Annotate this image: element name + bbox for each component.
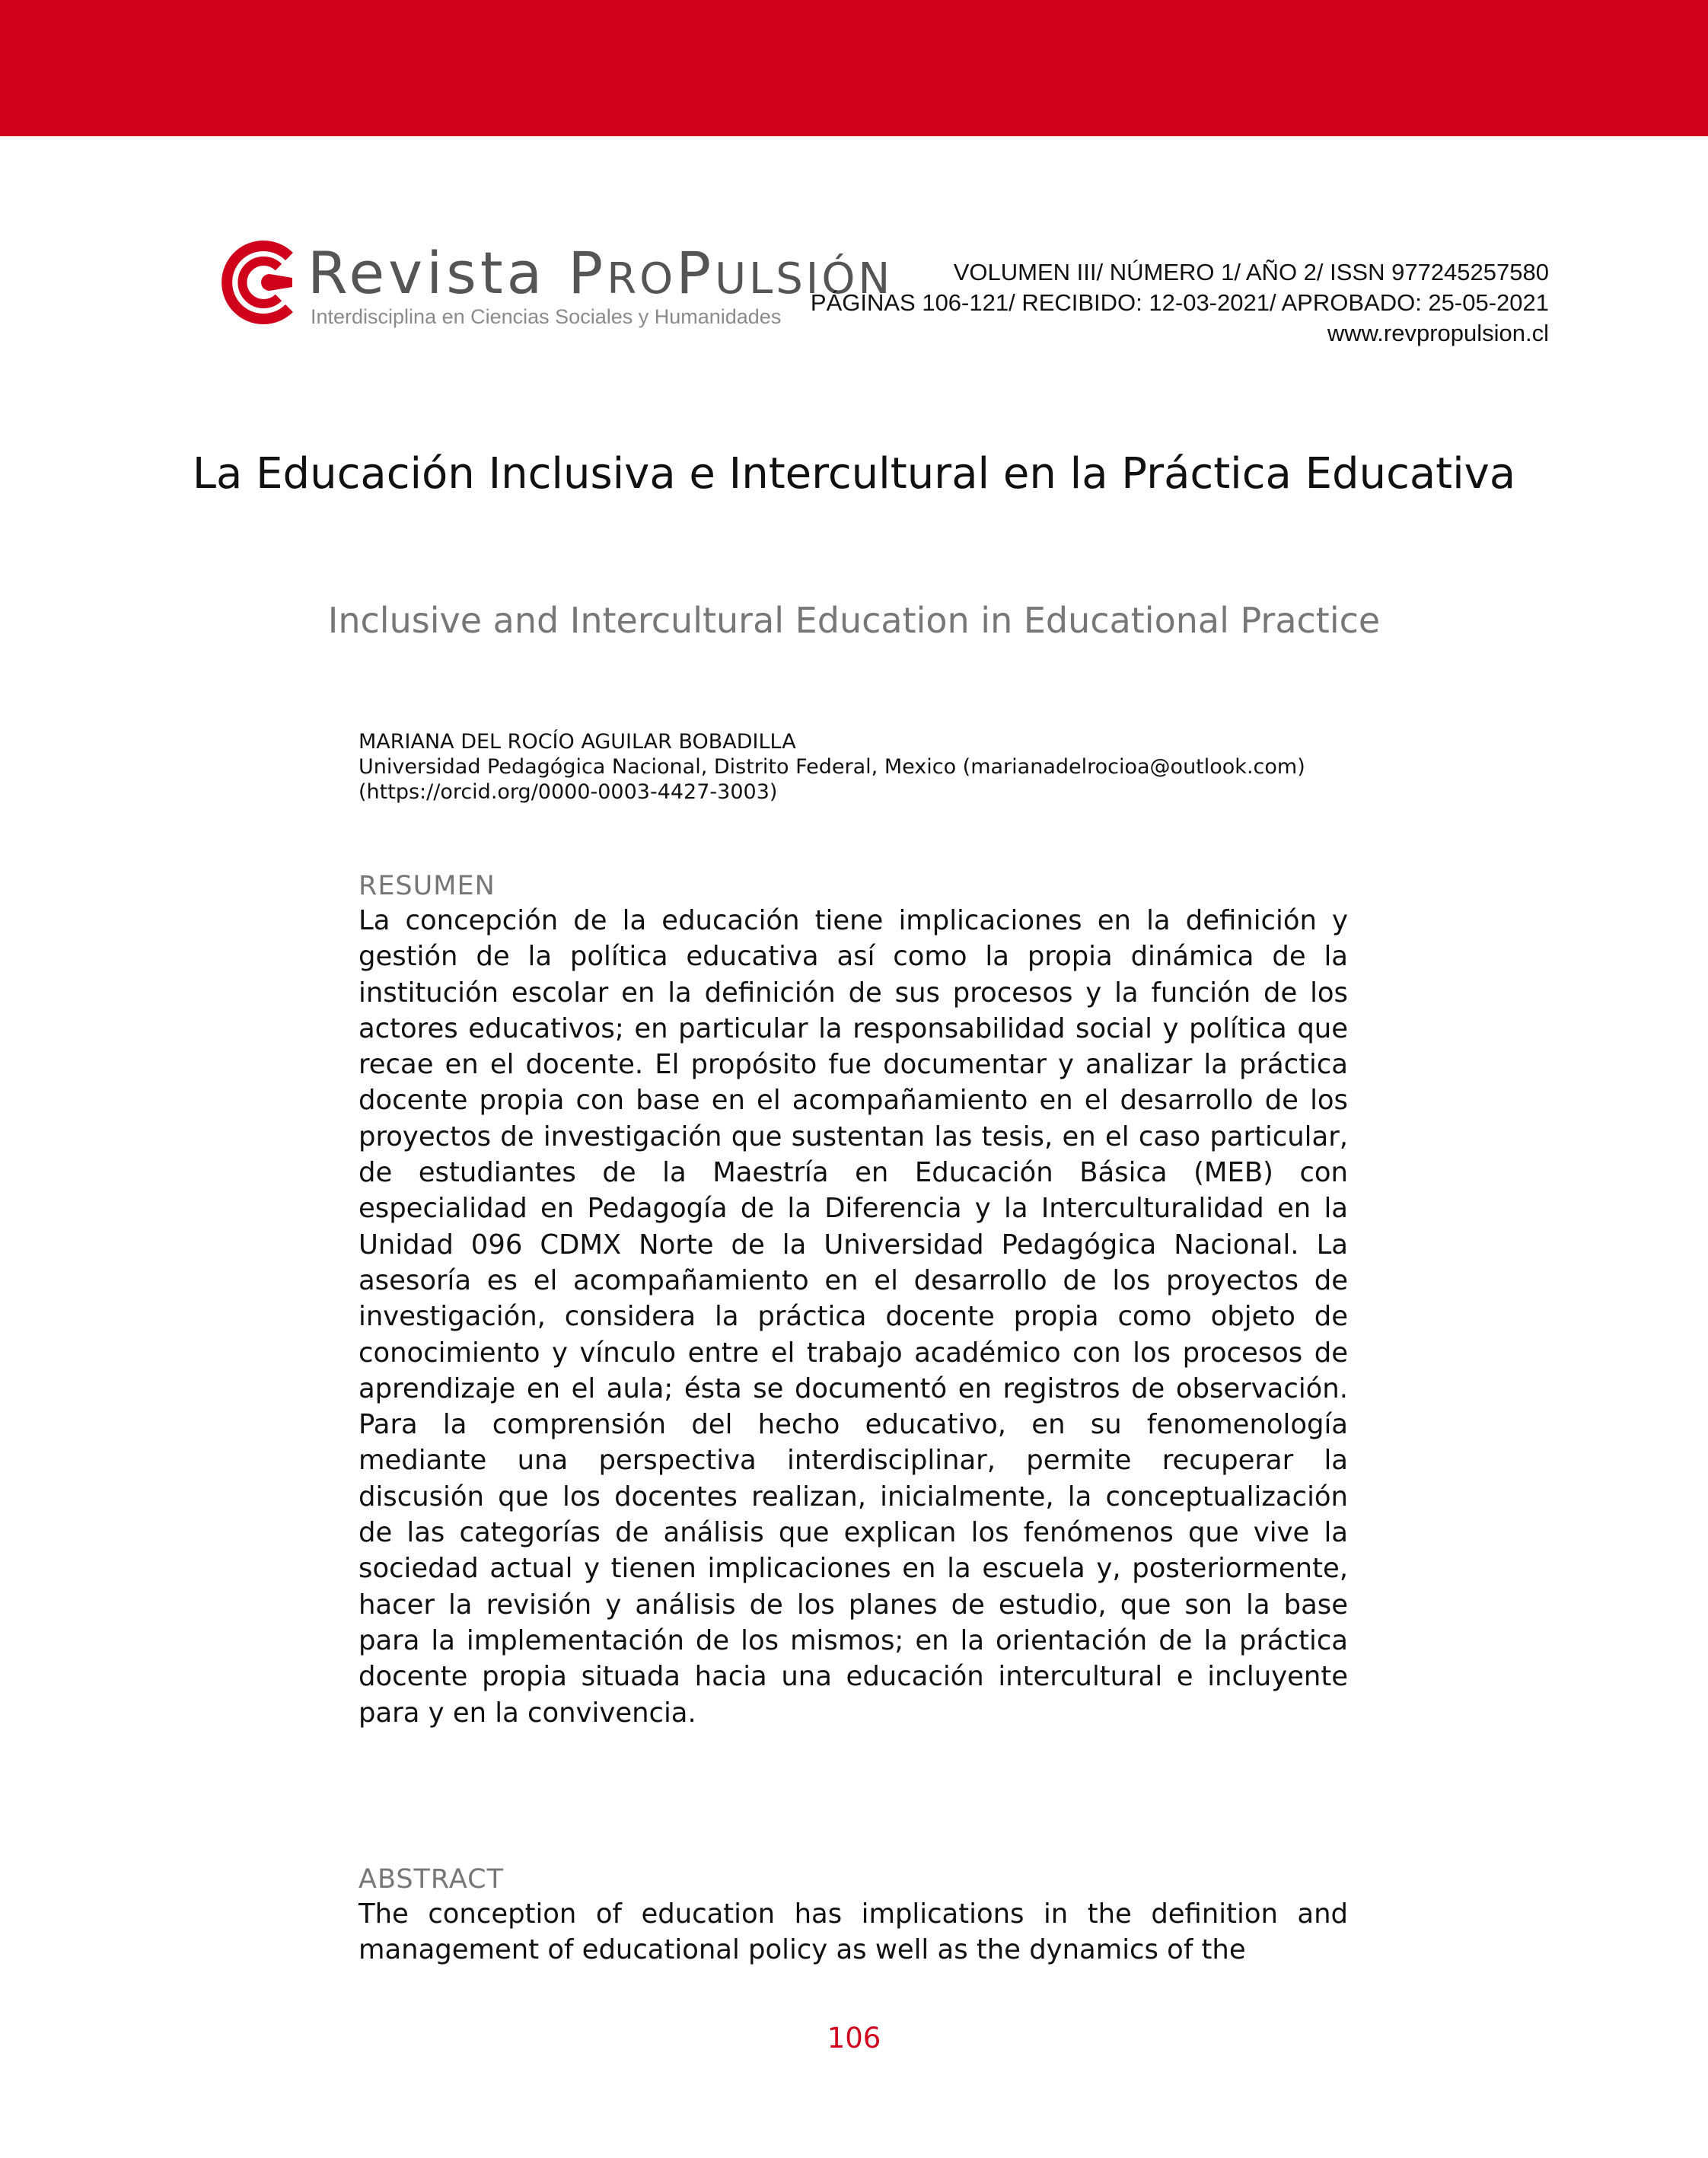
author-orcid[interactable]: (https://orcid.org/0000-0003-4427-3003) [358,780,778,804]
author-name: MARIANA DEL ROCÍO AGUILAR BOBADILLA [358,730,796,754]
journal-logo [216,239,894,339]
author-affiliation: Universidad Pedagógica Nacional, Distrito Federal, Mexico (marianadelrocioa@outlook.com) [358,755,1305,779]
resumen-heading: RESUMEN [358,871,496,901]
abstract-text: The conception of education has implications in the definition and management of educational policy as well as the dynamics of the [358,1898,1348,1966]
issue-pages-line: PÁGINAS 106-121/ RECIBIDO: 12-03-2021/ APROBADO: 25-05-2021 [810,289,1549,316]
journal-website[interactable]: www.revpropulsion.cl [1327,320,1549,346]
journal-name: Revista PROPULSIÓN [308,239,894,307]
header-band [0,0,1708,136]
article-title: La Educación Inclusiva e Intercultural en la Práctica Educativa [192,449,1516,499]
abstract-heading: ABSTRACT [358,1864,504,1895]
issue-volume-line: VOLUMEN III/ NÚMERO 1/ AÑO 2/ ISSN 977245257580 [953,259,1549,285]
page-number: 106 [827,2022,881,2054]
journal-tagline: Interdisciplina en Ciencias Sociales y Humanidades [311,305,782,328]
issue-metadata [811,257,1549,349]
resumen-text: La concepción de la educación tiene implicaciones en la definición y gestión de la política educativa así como la propia dinámica de la institución escolar en la definición de sus procesos y la función de los actores educativos; en particular la responsabilidad social y política que recae en el docente. El propósito fue documentar y analizar la práctica docente propia con base en el acompañamiento en el desarrollo de los proyectos de investigación que sustentan las tesis, en el caso particular, de estudiantes de la Maestría en Educación Básica (MEB) con especialidad en Pedagogía de la Diferencia y la Interculturalidad en la Unidad 096 CDMX Norte de la Universidad Pedagógica Nacional. La asesoría es el acompañamiento en el desarrollo de los proyectos de investigación, considera la práctica docente propia como objeto de conocimiento y vínculo entre el trabajo académico con los procesos de aprendizaje en el aula; ésta se documentó en registros de observación. Para la comprensión del hecho educativo, en su fenomenología mediante una perspectiva interdisciplinar, permite recuperar la discusión que los docentes realizan, inicialmente, la conceptualización de las categorías de análisis que explican los fenómenos que vive la sociedad actual y tienen implicaciones en la escuela y, posteriormente, hacer la revisión y análisis de los planes de estudio, que son la base para la implementación de los mismos; en la orientación de la práctica docente propia situada hacia una educación intercultural e incluyente para y en la convivencia. [358,905,1348,1729]
article-subtitle: Inclusive and Intercultural Education in Educational Practice [327,600,1381,641]
propulsion-logo-icon [216,240,301,325]
author-block [358,729,1348,805]
